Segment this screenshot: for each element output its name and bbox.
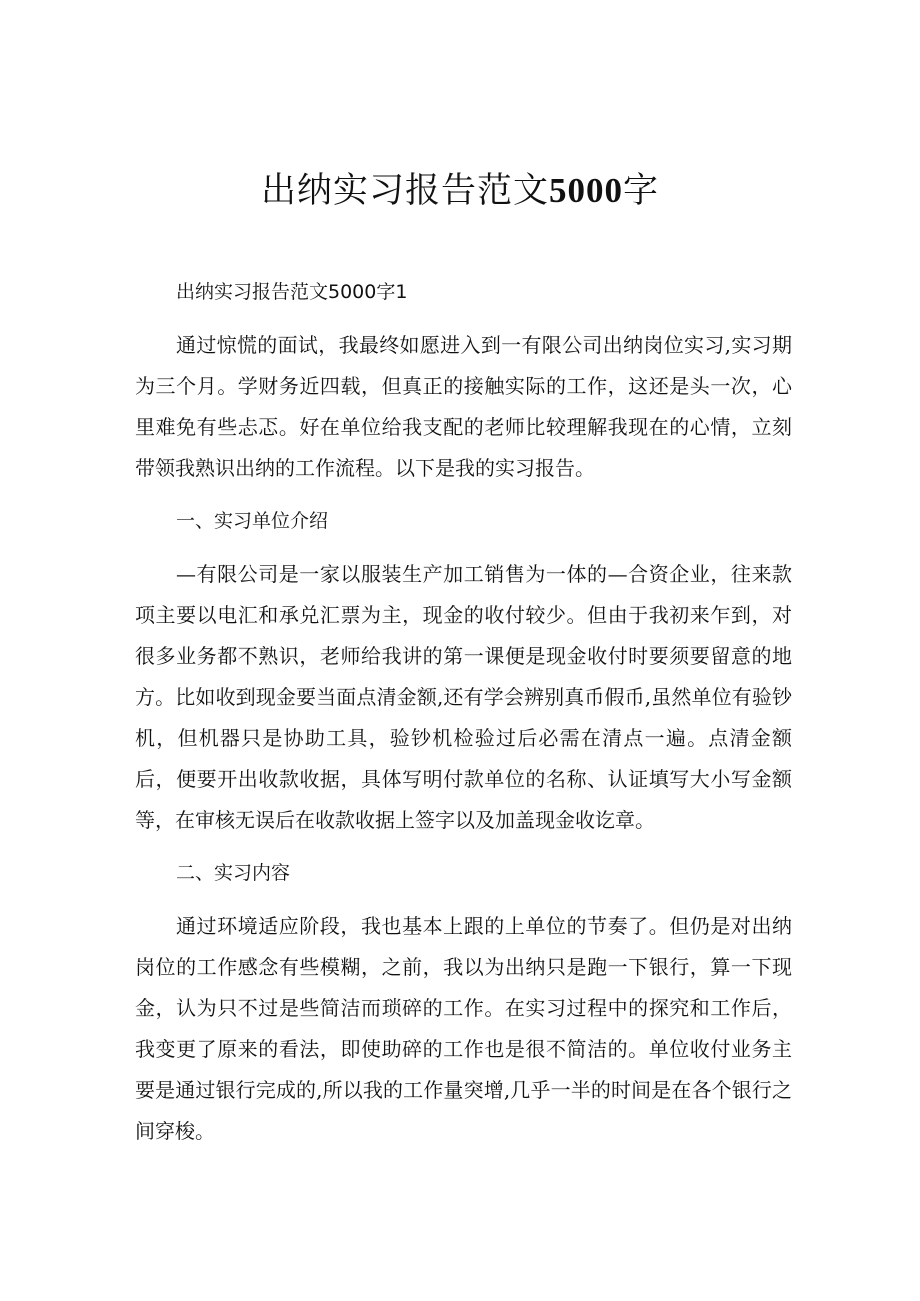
document-title — [0, 163, 920, 219]
paragraph-intro: 通过惊慌的面试，我最终如愿进入到一有限公司出纳岗位实习,实习期为三个月。学财务近四载，但真正的接触实际的工作，这还是头一次，心里难免有些忐忑。好在单位给我支配的老师比较理解我现在的心情，立刻带领我熟识出纳的工作流程。以下是我的实习报告。 — [135, 333, 792, 480]
paragraph-section-1: —有限公司是一家以服装生产加工销售为一体的—合资企业，往来款项主要以电汇和承兑汇票为主，现金的收付较少。但由于我初来乍到，对很多业务都不熟识，老师给我讲的第一课便是现金收付时要须要留意的地方。比如收到现金要当面点清金额,还有学会辨别真币假币,虽然单位有验钞机，但机器只是协助工具，验钞机检验过后必需在清点一遍。点清金额后，便要开出收款收据，具体写明付款单位的名称、认证填写大小写金额等，在审核无误后在收款收据上签字以及加盖现金收讫章。 — [135, 562, 792, 832]
spacer — [135, 542, 792, 554]
document-body — [135, 272, 792, 1152]
spacer — [135, 894, 792, 906]
title-main: 出纳实习报告范文 — [260, 171, 549, 212]
spacer — [135, 489, 792, 501]
spacer — [135, 313, 792, 325]
title-number: 5000 — [549, 171, 623, 211]
paragraph-section-2: 通过环境适应阶段，我也基本上跟的上单位的节奏了。但仍是对出纳岗位的工作感念有些模糊，之前，我以为出纳只是跑一下银行，算一下现金，认为只不过是些简洁而琐碎的工作。在实习过程中的探究和工作后，我变更了原来的看法，即使助碎的工作也是很不简洁的。单位收付业务主要是通过银行完成的,所以我的工作量突增,几乎一半的时间是在各个银行之间穿梭。 — [135, 914, 792, 1143]
document-subtitle: 出纳实习报告范文5000字1 — [176, 281, 408, 303]
section-heading-2: 二、实习内容 — [176, 862, 291, 884]
section-heading-1: 一、实习单位介绍 — [176, 510, 329, 532]
title-suffix: 字 — [623, 171, 660, 212]
spacer — [135, 841, 792, 853]
